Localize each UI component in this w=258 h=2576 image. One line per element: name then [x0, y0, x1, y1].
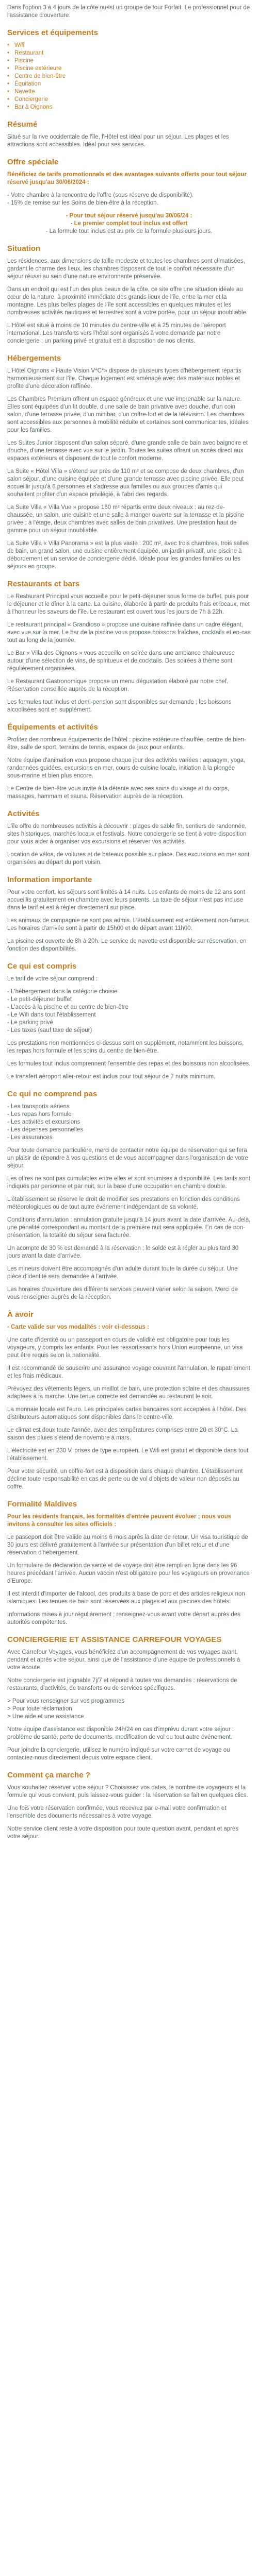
offre-item: - 15% de remise sur les Soins de bien-être à la réception.	[7, 200, 158, 206]
information-p3: La piscine est ouverte de 8h à 20h. Le service de navette est disponible sur réservation, en fonction des disponibilités.	[7, 938, 247, 952]
conciergerie-item: > Une aide et une assistance	[7, 1714, 84, 1720]
equipements-heading: Équipements et activités	[7, 723, 98, 732]
service-item[interactable]: • Restaurant	[7, 50, 44, 56]
avoir-p5: Le climat est doux toute l'année, avec des températures comprises entre 20 et 30°C. La saison des pluies s'étend de novembre à mars.	[7, 1427, 238, 1441]
formalite-p1: Le passeport doit être valide au moins 6 mois après la date de retour. Un visa touristique de 30 jours est délivré gratuitement à l'arrivée sur présentation d'un billet retour et d'une réservation d'hébergement.	[7, 1534, 248, 1556]
service-item[interactable]: • Centre de bien-être	[7, 73, 66, 79]
bullet-icon: •	[7, 81, 10, 87]
compris-p2: Les formules tout inclus comprennent l'ensemble des repas et des boissons non alcoolisées.	[7, 1061, 251, 1067]
conciergerie-p4: Pour joindre la conciergerie, utilisez le numéro indiqué sur votre carnet de voyage ou contactez-nous directement depuis votre espace client.	[7, 1747, 230, 1761]
formalite-heading: Formalité Maldives	[7, 1500, 77, 1509]
restaurants-p3: Le Bar « Villa des Oignons » vous accueille en soirée dans une ambiance chaleureuse autour d'une sélection de vins, de spiritueux et de cocktails. Des soirées à thème sont régulièrement organisées.	[7, 650, 235, 672]
non-compris-p7: Les horaires d'ouverture des différents services peuvent varier selon la saison. Merci de vous renseigner auprès de la réception.	[7, 1286, 238, 1300]
bullet-icon: •	[7, 65, 10, 72]
compris-list	[7, 988, 251, 1035]
formalite-p2: Un formulaire de déclaration de santé et de voyage doit être rempli en ligne dans les 96 heures précédant l'arrivée. Aucun vaccin n'est obligatoire pour les voyageurs en provenance d'Europe.	[7, 1563, 250, 1584]
hebergements-p5: La Suite Villa « Villa Vue » propose 160 m² répartis entre deux niveaux : au rez-de-chaussée, un salon, une cuisine et une salle à manger ouverte sur la terrasse et la piscine privée ; à l'étage, deux chambres avec salles de bain privatives. Une prestation haut de gamme pour un séjour inoubliable.	[7, 504, 244, 534]
compris-item: - Le Wifi dans tout l'établissement	[7, 1012, 96, 1018]
non-compris-item: - Les activités et excursions	[7, 1119, 80, 1125]
non-compris-item: - Les dépenses personnelles	[7, 1127, 84, 1133]
bullet-icon: •	[7, 104, 10, 110]
conciergerie-p2: Notre conciergerie est joignable 7j/7 et répond à toutes vos demandes : réservations de restaurants, d'activités, de transferts ou de services spécifiques.	[7, 1677, 237, 1691]
equipements-p3: Le Centre de bien-être vous invite à la détente avec ses soins du visage et du corps, massages, hammam et sauna. Réservation auprès de la réception.	[7, 786, 230, 800]
non-compris-item: - Les transports aériens	[7, 1104, 70, 1110]
comment-heading: Comment ça marche ?	[7, 1771, 90, 1780]
compris-item: - Le petit-déjeuner buffet	[7, 996, 72, 1003]
intro-text: Dans l'option 3 à 4 jours de la côte ouest un groupe de tour Forfait. Le professionnel pour de l'assistance d'ouverture.	[7, 5, 250, 19]
non-compris-p4: Conditions d'annulation : annulation gratuite jusqu'à 14 jours avant la date d'arrivée. Au-delà, une pénalité correspondant au montant de la première nuit sera appliquée. En cas de non-présentation, la totalité du séjour sera facturée.	[7, 1217, 251, 1239]
avoir-rule: - Carte valide sur vos modalités : voir ci-dessous :	[7, 1324, 149, 1330]
information-p2: Les animaux de compagnie ne sont pas admis. L'établissement est entièrement non-fumeur. Les horaires d'arrivée sont à partir de 15h00 et de départ avant 11h00.	[7, 918, 250, 931]
equipements-p1: Profitez des nombreux équipements de l'hôtel : piscine extérieure chauffée, centre de bien-être, salle de sport, terrains de tennis, espace de jeux pour enfants.	[7, 737, 246, 751]
conciergerie-p3: Notre équipe d'assistance est disponible 24h/24 en cas d'imprévu durant votre séjour : problème de santé, perte de documents, modification de vol ou tout autre événement.	[7, 1726, 234, 1740]
formalite-p3: Il est interdit d'importer de l'alcool, des produits à base de porc et des articles religieux non islamiques. Les tenues de bain sont réservées aux plages et aux piscines des hôtels.	[7, 1591, 245, 1605]
hebergements-p1: L'Hôtel Oignons « Haute Vision V*C*» dispose de plusieurs types d'hébergement répartis harmonieusement sur l'île. Chaque logement est aménagé avec des matériaux nobles et profite d'une décoration raffinée.	[7, 368, 241, 389]
avoir-p6: L'électricité est en 230 V, prises de type européen. Le Wifi est gratuit et disponible dans tout l'établissement.	[7, 1448, 249, 1462]
formalite-highlight: Pour les résidents français, les formalités d'entrée peuvent évoluer ; nous vous invitons à consulter les sites officiels :	[7, 1514, 232, 1528]
compris-intro: Le tarif de votre séjour comprend :	[7, 976, 98, 982]
avoir-p1: Une carte d'identité ou un passeport en cours de validité est obligatoire pour tous les voyageurs, y compris les enfants. Pour les ressortissants hors Union européenne, un visa peut être requis selon la nationalité.	[7, 1337, 243, 1359]
service-item[interactable]: • Bar à Oignons	[7, 104, 53, 110]
avoir-p4: La monnaie locale est l'euro. Les principales cartes bancaires sont acceptées à l'hôtel. Des distributeurs automatiques sont disponibles dans le centre-ville.	[7, 1406, 247, 1420]
situation-p1: Les résidences, aux dimensions de taille modeste et toutes les chambres sont climatisées, gardant le charme des lieux, les chambres disposent de tout le confort nécessaire d'un séjour réussi au sein d'une nature environnante préservée.	[7, 258, 245, 280]
activites-heading: Activités	[7, 809, 40, 818]
conciergerie-heading: CONCIERGERIE ET ASSISTANCE CARREFOUR VOYAGES	[7, 1635, 222, 1644]
restaurants-heading: Restaurants et bars	[7, 580, 80, 588]
service-item[interactable]: • Piscine extérieure	[7, 65, 62, 72]
information-heading: Information importante	[7, 875, 92, 884]
restaurants-p4: Le Restaurant Gastronomique propose un menu dégustation élaboré par notre chef. Réservation conseillée auprès de la réception.	[7, 679, 229, 692]
compris-item: - L'hébergement dans la catégorie choisie	[7, 989, 118, 995]
compris-p1: Les prestations non mentionnées ci-dessus sont en supplément, notamment les boissons, les repas hors formule et les soins du centre de bien-être.	[7, 1040, 244, 1054]
offre-list	[7, 192, 251, 207]
non-compris-p1: Pour toute demande particulière, merci de contacter notre équipe de réservation qui se fera un plaisir de répondre à vos questions et de vous accompagner dans l'organisation de votre séjour.	[7, 1147, 248, 1169]
conciergerie-p1: Avec Carrefour Voyages, vous bénéficiez d'un accompagnement de vos voyages avant, pendant et après votre séjour, ainsi que de l'assistance d'une équipe de professionnels à votre écoute.	[7, 1649, 240, 1671]
situation-p3: L'Hôtel est situé à moins de 10 minutes du centre-ville et à 25 minutes de l'aéroport international. Les transferts vers l'hôtel sont organisés à votre demande par notre conciergerie ; un parking privé et gratuit est à disposition de nos clients.	[7, 323, 226, 344]
bullet-icon: •	[7, 58, 10, 64]
situation-p2: Dans un endroit qui est l'un des plus beaux de la côte, ce site offre une situation idéale au cœur de la nature, à proximité immédiate des grands lieux de l'île, entre la mer et la montagne. Les plus belles plages de l'île sont accessibles en quelques minutes et les nombreuses activités nautiques et terrestres sont à votre portée, pour un séjour inoubliable.	[7, 286, 248, 316]
hebergements-p4: La Suite « Hôtel Villa » s'étend sur près de 110 m² et se compose de deux chambres, d'un salon séjour, d'une cuisine équipée et d'une grande terrasse avec piscine privée. Elle peut accueillir jusqu'à 6 personnes et s'adresse aux familles ou aux groupes d'amis qui souhaitent profiter d'un espace privilégié, à l'abri des regards.	[7, 468, 244, 498]
compris-item: - Les taxes (sauf taxe de séjour)	[7, 1027, 92, 1033]
service-item[interactable]: • Piscine	[7, 58, 34, 64]
restaurants-p2: Le restaurant principal « Grandioso » propose une cuisine raffinée dans un cadre élégant, avec vue sur la mer. Le bar de la piscine vous propose boissons fraîches, cocktails et en-cas tout au long de la journée.	[7, 622, 251, 643]
comment-p3: Notre service client reste à votre disposition pour toute question avant, pendant et après votre séjour.	[7, 1826, 239, 1840]
comment-p2: Une fois votre réservation confirmée, vous recevrez par e-mail votre confirmation et l'ensemble des documents nécessaires à votre voyage.	[7, 1805, 227, 1819]
compris-item: - L'accès à la piscine et au centre de bien-être	[7, 1004, 128, 1010]
resume-text: Situé sur la rive occidentale de l'île, l'Hôtel est idéal pour un séjour. Les plages et les attractions sont accessibles. Idéal pour ses services.	[7, 134, 229, 148]
compris-heading: Ce qui est compris	[7, 962, 77, 971]
hebergements-p2: Les Chambres Premium offrent un espace généreux et une vue imprenable sur la nature. Elles sont équipées d'un lit double, d'une salle de bain privative avec douche, d'un coin salon, d'une terrasse privée, d'un minibar, d'un coffre-fort et de la télévision. Les chambres sont accessibles aux personnes à mobilité réduite et certaines sont communicantes, idéales pour les familles.	[7, 396, 249, 433]
conciergerie-list	[7, 1698, 251, 1721]
bullet-icon: •	[7, 96, 10, 103]
non-compris-heading: Ce qui ne comprend pas	[7, 1090, 98, 1098]
compris-p3: Le transfert aéroport aller-retour est inclus pour tout séjour de 7 nuits minimum.	[7, 1074, 216, 1080]
conciergerie-item: > Pour toute réclamation	[7, 1706, 72, 1712]
restaurants-p1: Le Restaurant Principal vous accueille pour le petit-déjeuner sous forme de buffet, puis pour le déjeuner et le dîner à la carte. La cuisine, élaborée à partir de produits frais et locaux, met à l'honneur les saveurs de l'île. Le restaurant est ouvert tous les jours de 7h à 22h.	[7, 594, 250, 615]
service-item[interactable]: • Navette	[7, 89, 35, 95]
offre-heading: Offre spéciale	[7, 158, 59, 166]
hebergements-p3: Les Suites Junior disposent d'un salon séparé, d'une grande salle de bain avec baignoire et douche, d'une terrasse avec vue sur le jardin. Toutes les suites offrent un accès direct aux espaces extérieurs et disposent de tout le confort moderne.	[7, 440, 248, 462]
restaurants-p5: Les formules tout inclus et demi-pension sont disponibles sur demande ; les boissons alcoolisées sont en supplément.	[7, 699, 232, 713]
non-compris-item: - Les assurances	[7, 1134, 53, 1141]
bullet-icon: •	[7, 89, 10, 95]
resume-heading: Résumé	[7, 120, 38, 129]
non-compris-p2: Les offres ne sont pas cumulables entre elles et sont soumises à disponibilité. Les tarifs sont indiqués par personne et par nuit, sur la base d'une occupation en chambre double.	[7, 1176, 250, 1190]
offre-item: - Votre chambre à la rencontre de l'offre (sous réserve de disponibilité).	[7, 192, 194, 198]
equipements-p2: Notre équipe d'animation vous propose chaque jour des activités variées : aquagym, yoga, randonnées guidées, excursions en mer, cours de cuisine locale, initiation à la plongée sous-marine et bien plus encore.	[7, 757, 246, 779]
activites-p2: Location de vélos, de voitures et de bateaux possible sur place. Des excursions en mer sont organisées au départ du port voisin.	[7, 852, 250, 866]
hebergements-heading: Hébergements	[7, 354, 61, 363]
service-item[interactable]: • Conciergerie	[7, 96, 49, 103]
hebergements-p6: La Suite Villa « Villa Panorama » est la plus vaste : 200 m², avec trois chambres, trois salles de bain, un grand salon, une cuisine entièrement équipée, un jardin privatif, une piscine à débordement et un service de conciergerie dédié. Idéale pour les grandes familles ou les séjours en groupe.	[7, 540, 249, 570]
service-item[interactable]: • Wifi	[7, 42, 25, 48]
bullet-icon: •	[7, 42, 10, 48]
information-p1: Pour votre confort, les séjours sont limités à 14 nuits. Les enfants de moins de 12 ans sont accueillis gratuitement en chambre avec leurs parents. La taxe de séjour n'est pas incluse dans le tarif et est à régler directement sur place.	[7, 889, 245, 911]
services-list	[7, 42, 251, 111]
non-compris-p6: Les mineurs doivent être accompagnés d'un adulte durant toute la durée du séjour. Une pièce d'identité sera demandée à l'arrivée.	[7, 1266, 238, 1280]
avoir-heading: À avoir	[7, 1310, 34, 1319]
avoir-p2: Il est recommandé de souscrire une assurance voyage couvrant l'annulation, le rapatriement et les frais médicaux.	[7, 1365, 250, 1379]
non-compris-p5: Un acompte de 30 % est demandé à la réservation ; le solde est à régler au plus tard 30 jours avant la date d'arrivée.	[7, 1245, 239, 1259]
bullet-icon: •	[7, 50, 10, 56]
conciergerie-item: > Pour vous renseigner sur vos programmes	[7, 1698, 125, 1704]
comment-p1: Vous souhaitez réserver votre séjour ? Choisissez vos dates, le nombre de voyageurs et la formule qui vous convient, puis laissez-vous guider : la réservation se fait en quelques clics.	[7, 1785, 248, 1799]
bullet-icon: •	[7, 73, 10, 79]
activites-p1: L'île offre de nombreuses activités à découvrir : plages de sable fin, sentiers de randonnée, sites historiques, marchés locaux et festivals. Notre conciergerie se tient à votre disposition pour vous aider à organiser vos excursions et réserver vos activités.	[7, 823, 247, 845]
non-compris-p3: L'établissement se réserve le droit de modifier ses prestations en fonction des conditions météorologiques ou de tout autre événement indépendant de sa volonté.	[7, 1196, 240, 1210]
non-compris-item: - Les repas hors formule	[7, 1111, 72, 1117]
situation-heading: Situation	[7, 244, 41, 253]
formalite-p4: Informations mises à jour régulièrement ; renseignez-vous avant votre départ auprès des autorités compétentes.	[7, 1612, 240, 1625]
offre-highlight: Bénéficiez de tarifs promotionnels et des avantages suivants offerts pour tout séjour réservé jusqu'au 30/06/2024 :	[7, 172, 247, 185]
avoir-p7: Pour votre sécurité, un coffre-fort est à disposition dans chaque chambre. L'établissement décline toute responsabilité en cas de perte ou de vol d'objets de valeur non déposés au coffre.	[7, 1468, 243, 1490]
services-heading: Services et équipements	[7, 28, 98, 37]
avoir-p3: Prévoyez des vêtements légers, un maillot de bain, une protection solaire et des chaussures adaptées à la marche. Une tenue correcte est demandée au restaurant le soir.	[7, 1386, 250, 1400]
offre-rule: - Pour tout séjour réservé jusqu'au 30/06/24 : - Le premier complet tout inclus est offert - La formule tout inclus est au prix de la formule plusieurs jours.	[45, 213, 213, 234]
service-item[interactable]: • Équitation	[7, 81, 41, 87]
compris-item: - Le parking privé	[7, 1020, 53, 1026]
non-compris-list	[7, 1103, 251, 1142]
